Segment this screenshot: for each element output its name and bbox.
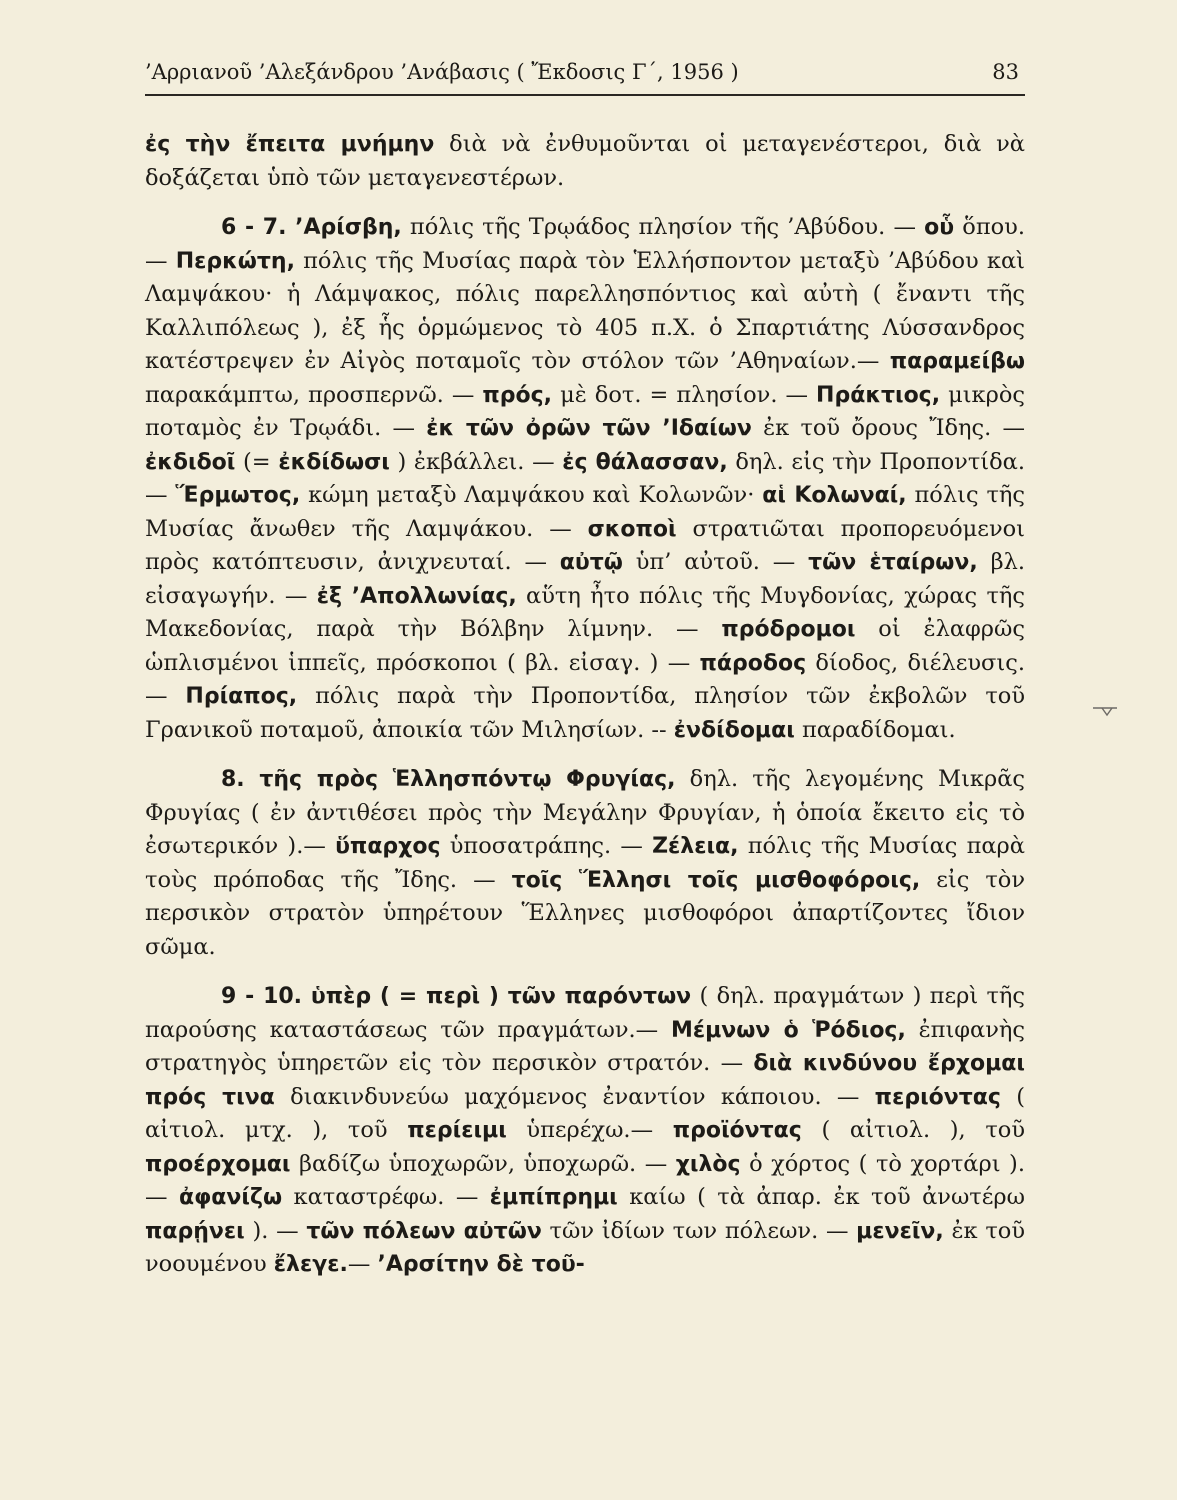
gloss: βλ. εἰσαγωγήν. — xyxy=(145,549,1025,609)
lemma: ἔλεγε. xyxy=(273,1252,348,1277)
gloss: κώμη μεταξὺ Λαμψάκου καὶ Κολωνῶν· xyxy=(300,482,763,508)
gloss: εἰς τὸν περσικὸν στρατὸν ὑπηρέτουν Ἕλληνες μισθοφόροι ἀπαρτίζοντες ἴδιον σῶμα. xyxy=(145,866,1026,960)
gloss: ὁ χόρτος ( τὸ χορτάρι ). — xyxy=(145,1150,1025,1210)
lemma: Ἕρμωτος, xyxy=(175,483,301,508)
gloss: πόλις τῆς Μυσίας παρὰ τὸν Ἑλλήσποντον μεταξὺ ’Αβύδου καὶ Λαμψάκου· ἡ Λάμψακος, πόλις παρελλησπόντιος καὶ αὐτὴ ( ἔναντι τῆς Καλλιπόλεως ), ἐξ ἧς ὁρμώμενος τὸ 405 π.Χ. ὁ Σπαρτιάτης Λύσσανδρος κατέστρεψεν ἐν Αἰγὸς ποταμοῖς τὸν στόλον τῶν ’Αθηναίων.— xyxy=(145,247,1025,374)
lemma: ἐμπίπρημι xyxy=(489,1185,618,1210)
lemma: Πράκτιος, xyxy=(816,382,941,408)
lemma: περιόντας xyxy=(874,1084,1001,1110)
lemma: παρῄνει xyxy=(145,1218,245,1244)
gloss: καίω ( τὰ ἀπαρ. ἐκ τοῦ ἀνωτέρω xyxy=(617,1184,1025,1210)
lemma: ὕπαρχος xyxy=(335,834,441,859)
lemma: πρόδρομοι xyxy=(721,617,856,642)
lemma: ἐς τὴν ἔπειτα μνήμην xyxy=(145,132,435,157)
gloss: ) ἐκβάλλει. — xyxy=(389,448,563,475)
gloss: πόλις τῆς Μυσίας ἄνωθεν τῆς Λαμψάκου. — xyxy=(145,482,1025,542)
gloss: δηλ. εἰς τὴν Προποντίδα. — xyxy=(145,448,1026,508)
lemma: οὗ xyxy=(924,215,955,240)
lemma: Μέμνων ὁ Ῥόδιος, xyxy=(670,1017,906,1043)
lemma: πάροδος xyxy=(699,650,807,676)
lemma: πρός, xyxy=(482,382,553,408)
gloss: ἐπιφανὴς στρατηγὸς ὑπηρετῶν εἰς τὸν περσικὸν στρατόν. — xyxy=(145,1016,1026,1076)
lemma: προϊόντας xyxy=(672,1118,802,1143)
running-header xyxy=(145,60,1025,96)
lemma: ἐξ ’Απολλωνίας, xyxy=(316,583,517,609)
header-title: ’Αρριανοῦ ’Αλεξάνδρου ’Ανάβασις ( Ἔκδοσις Γ΄, 1956 ) xyxy=(145,60,739,84)
gloss: διὰ νὰ ἐνθυμοῦνται οἱ μεταγενέστεροι, διὰ νὰ δοξάζεται ὑπὸ τῶν μεταγενεστέρων. xyxy=(145,131,1025,191)
lemma: ἐκ τῶν ὀρῶν τῶν ’Ιδαίων xyxy=(426,416,752,441)
lemma: τοῖς Ἕλλησι τοῖς μισθοφόροις, xyxy=(511,867,921,893)
paragraph xyxy=(145,128,1025,195)
lemma: Περκώτη, xyxy=(175,248,295,274)
gloss: πόλις τῆς Μυσίας παρὰ τοὺς πρόποδας τῆς Ἴδης. — xyxy=(145,833,1025,893)
gloss: δηλ. τῆς λεγομένης Μικρᾶς Φρυγίας ( ἐν ἀντιθέσει πρὸς τὴν Μεγάλην Φρυγίαν, ἡ ὁποία ἔκειτο εἰς τὸ ἐσωτερικόν ).— xyxy=(145,766,1025,859)
commentary-text xyxy=(145,128,1025,1298)
gloss: ὑπερέχω.— xyxy=(506,1117,673,1143)
lemma: 9 - 10. ὑπὲρ ( = περὶ ) τῶν παρόντων xyxy=(221,984,692,1009)
lemma: προέρχομαι xyxy=(145,1151,291,1177)
lemma: τῶν πόλεων αὐτῶν xyxy=(306,1218,542,1244)
gloss: καταστρέφω. — xyxy=(282,1184,490,1210)
gloss: ). — xyxy=(244,1217,307,1244)
lemma: ἐνδίδομαι xyxy=(673,717,795,743)
page-number: 83 xyxy=(992,60,1019,84)
lemma: χιλὸς xyxy=(675,1151,741,1177)
gloss: ἐκ τοῦ ὄρους Ἴδης. — xyxy=(751,415,1025,441)
lemma: μενεῖν, xyxy=(856,1218,944,1244)
lemma: Πρίαπος, xyxy=(185,684,298,709)
lemma: 8. τῆς πρὸς Ἑλλησπόντῳ Φρυγίας, xyxy=(221,767,676,792)
gloss: παραδίδομαι. xyxy=(794,716,956,743)
lemma: ’Αρσίτην δὲ τοῦ- xyxy=(377,1252,585,1277)
gloss: ὑπ’ αὐτοῦ. — xyxy=(622,549,809,575)
lemma: ἀφανίζω xyxy=(178,1185,283,1210)
lemma: περίειμι xyxy=(407,1118,507,1143)
paragraph xyxy=(145,980,1025,1282)
lemma: ἐκδίδωσι xyxy=(278,449,390,475)
margin-mark-icon xyxy=(1092,702,1118,720)
gloss: παρακάμπτω, προσπερνῶ. — xyxy=(145,381,483,408)
gloss: ( αἰτιολ. ), τοῦ xyxy=(801,1117,1025,1143)
lemma: Ζέλεια, xyxy=(652,834,739,859)
gloss: μὲ δοτ. = πλησίον. — xyxy=(552,381,817,408)
gloss: πόλις παρὰ τὴν Προποντίδα, πλησίον τῶν ἐκβολῶν τοῦ Γρανικοῦ ποταμοῦ, ἀποικία τῶν Μιλησίων. -- xyxy=(145,683,1025,743)
gloss: ( αἰτιολ. μτχ. ), τοῦ xyxy=(145,1083,1025,1143)
gloss: στρατιῶται προπορευόμενοι πρὸς κατόπτευσιν, ἀνιχνευταί. — xyxy=(145,515,1025,575)
paragraph xyxy=(145,211,1025,747)
gloss: μικρὸς ποταμὸς ἐν Τρῳάδι. — xyxy=(145,381,1025,441)
gloss: οἱ ἐλαφρῶς ὡπλισμένοι ἱππεῖς, πρόσκοποι ( βλ. εἰσαγ. ) — xyxy=(145,616,1025,676)
lemma: διὰ κινδύνου ἔρχομαι πρός τινα xyxy=(145,1051,1025,1110)
gloss: βαδίζω ὑποχωρῶν, ὑποχωρῶ. — xyxy=(290,1150,676,1177)
lemma: ἐς θάλασσαν, xyxy=(562,449,728,475)
paragraph xyxy=(145,763,1025,964)
lemma: 6 - 7. ’Αρίσβη, xyxy=(221,215,402,240)
lemma: ἐκδιδοῖ xyxy=(145,449,236,475)
gloss: ὅπου. — xyxy=(145,214,1025,274)
gloss: δίοδος, διέλευσις. — xyxy=(145,649,1025,709)
gloss: τῶν ἰδίων των πόλεων. — xyxy=(541,1217,857,1244)
gloss: ἐκ τοῦ νοουμένου xyxy=(145,1217,1025,1277)
lemma: αὐτῷ xyxy=(559,550,623,575)
lemma: τῶν ἑταίρων, xyxy=(808,550,978,575)
gloss: πόλις τῆς Τρῳάδος πλησίον τῆς ’Αβύδου. — xyxy=(401,214,925,240)
gloss: ( δηλ. πραγμάτων ) περὶ τῆς παρούσης καταστάσεως τῶν πραγμάτων.— xyxy=(145,983,1025,1043)
gloss: (= xyxy=(235,448,279,475)
gloss: ὑποσατράπης. — xyxy=(440,833,653,859)
lemma: παραμείβω xyxy=(889,349,1025,374)
lemma: σκοποὶ xyxy=(587,516,677,542)
gloss: διακινδυνεύω μαχόμενος ἐναντίον κάποιου. — xyxy=(274,1083,875,1110)
gloss: — xyxy=(347,1251,378,1277)
lemma: αἱ Κολωναί, xyxy=(762,483,907,508)
gloss: αὕτη ἦτο πόλις τῆς Μυγδονίας, χώρας τῆς Μακεδονίας, παρὰ τὴν Βόλβην λίμνην. — xyxy=(145,582,1026,642)
